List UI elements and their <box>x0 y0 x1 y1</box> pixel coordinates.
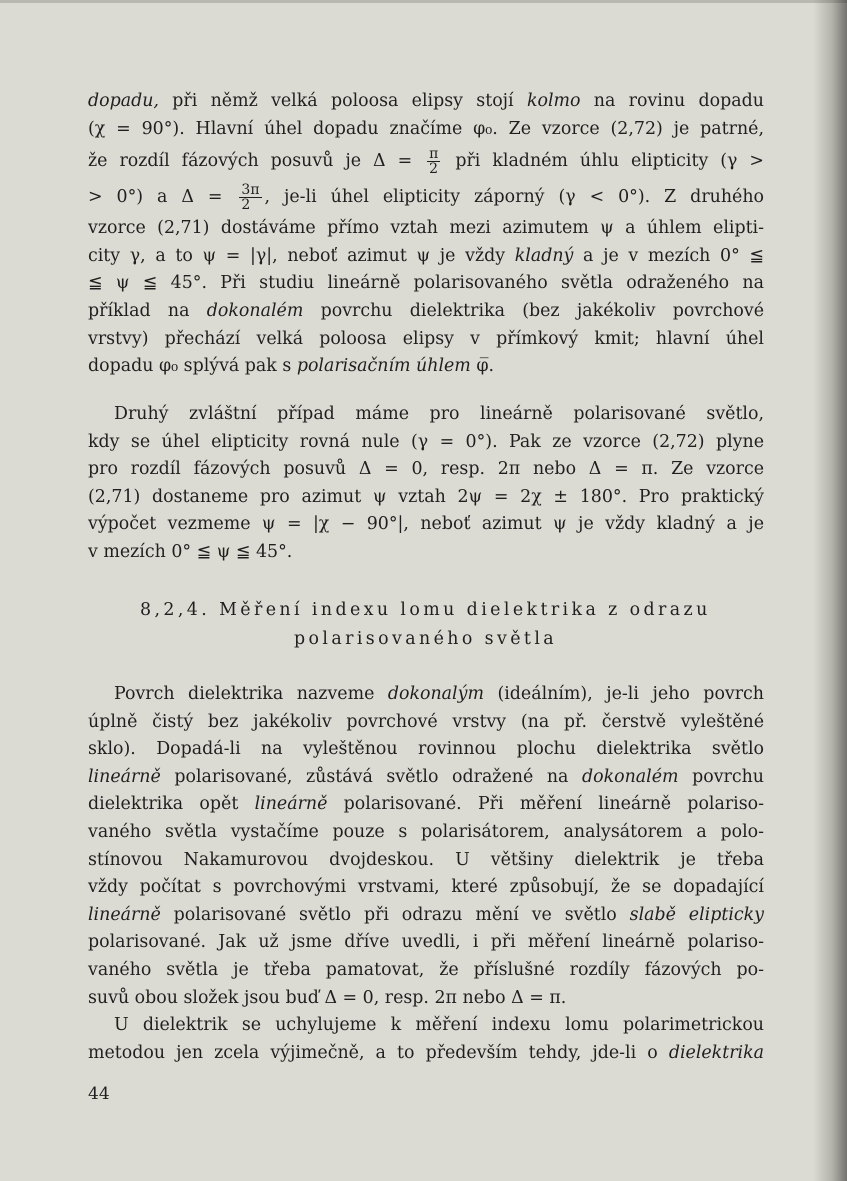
text-line: dielektrika opět lineárně polarisované. Při měření lineárně polariso- <box>88 794 764 815</box>
text-line: kdy se úhel elipticity rovná nule (γ = 0°). Pak ze vzorce (2,72) plyne <box>88 431 764 452</box>
page-binding-shadow <box>813 0 847 1181</box>
text-line: příklad na dokonalém povrchu dielektrika (bez jakékoliv povrchové <box>88 300 765 321</box>
text-line: city γ, a to ψ = |γ|, neboť azimut ψ je vždy kladný a je v mezích 0° ≦ <box>88 245 764 266</box>
text-line: suvů obou složek jsou buď Δ = 0, resp. 2π nebo Δ = π. <box>88 987 567 1008</box>
text-line: (2,71) dostaneme pro azimut ψ vztah 2ψ = 2χ ± 180°. Pro praktický <box>88 486 764 507</box>
paragraph-1 <box>88 88 764 381</box>
text-line: vždy počítat s povrchovými vrstvami, které způsobují, že se dopadající <box>88 877 764 898</box>
text-line: pro rozdíl fázových posuvů Δ = 0, resp. 2π nebo Δ = π. Ze vzorce <box>88 459 764 480</box>
text-line: U dielektrik se uchylujeme k měření indexu lomu polarimetrickou <box>114 1015 764 1036</box>
text-line: dopadu, při němž velká poloosa elipsy stojí kolmo na rovinu dopadu <box>88 91 764 111</box>
text-line: Povrch dielektrika nazveme dokonalým (ideálním), je-li jeho povrch <box>114 684 764 704</box>
text-line: sklo). Dopadá-li na vyleštěnou rovinnou plochu dielektrika světlo <box>88 739 764 760</box>
text-line: > 0°) a Δ = $\frac{3\pi}{2}$ , je-li úhel elipticity záporný (γ < 0°). Z druhého <box>88 182 764 214</box>
text-line: vzorce (2,71) dostáváme přímo vztah mezi azimutem ψ a úhlem elipti- <box>88 218 764 239</box>
page-top-edge <box>0 0 847 3</box>
text-line: vaného světla je třeba pamatovat, že příslušné rozdíly fázových po- <box>88 959 764 980</box>
text-line: dopadu φ₀ splývá pak s polarisačním úhlem φ̅. <box>88 356 495 377</box>
text-line: Druhý zvláštní případ máme pro lineárně polarisované světlo, <box>114 404 764 424</box>
text-line: vrstvy) přechází velká poloosa elipsy v přímkový kmit; hlavní úhel <box>88 328 764 349</box>
fraction-pi-half: $\frac{\pi}{2}$ <box>429 146 439 178</box>
text-line: (χ = 90°). Hlavní úhel dopadu značíme φ₀. Ze vzorce (2,72) je patrné, <box>88 118 764 139</box>
text-line: výpočet vezmeme ψ = |χ − 90°|, neboť azimut ψ je vždy kladný a je <box>88 514 764 535</box>
fraction-3pi-half: $\frac{3\pi}{2}$ <box>241 182 260 214</box>
text-line: lineárně polarisované světlo při odrazu mění ve světlo slabě elipticky <box>88 904 764 925</box>
page-number: 44 <box>88 1084 110 1104</box>
paragraph-2 <box>88 401 764 567</box>
section-heading <box>140 596 720 654</box>
text-line: lineárně polarisované, zůstává světlo odražené na dokonalém povrchu <box>88 766 764 787</box>
text-line: úplně čistý bez jakékoliv povrchové vrstvy (na př. čerstvě vyleštěné <box>88 711 764 732</box>
text-line: že rozdíl fázových posuvů je Δ = $\frac{\pi}{2}$ při kladném úhlu elipticity (γ > <box>88 146 764 178</box>
text-line: ≦ ψ ≦ 45°. Při studiu lineárně polarisovaného světla odraženého na <box>88 273 764 294</box>
text-line: stínovou Nakamurovou dvojdeskou. U většiny dielektrik je třeba <box>88 849 764 870</box>
text-line: polarisované. Jak už jsme dříve uvedli, i při měření lineárně polariso- <box>88 932 764 953</box>
section-heading-line-2: polarisovaného světla <box>294 629 558 649</box>
text-line: metodou jen zcela výjimečně, a to především tehdy, jde-li o dielektrika <box>88 1042 764 1063</box>
text-line: vaného světla vystačíme pouze s polarisátorem, analysátorem a polo- <box>88 821 764 842</box>
section-heading-line-1: 8,2,4. Měření indexu lomu dielektrika z odrazu <box>140 600 711 620</box>
paragraph-3 <box>88 681 764 1067</box>
text-line: v mezích 0° ≦ ψ ≦ 45°. <box>88 541 293 562</box>
